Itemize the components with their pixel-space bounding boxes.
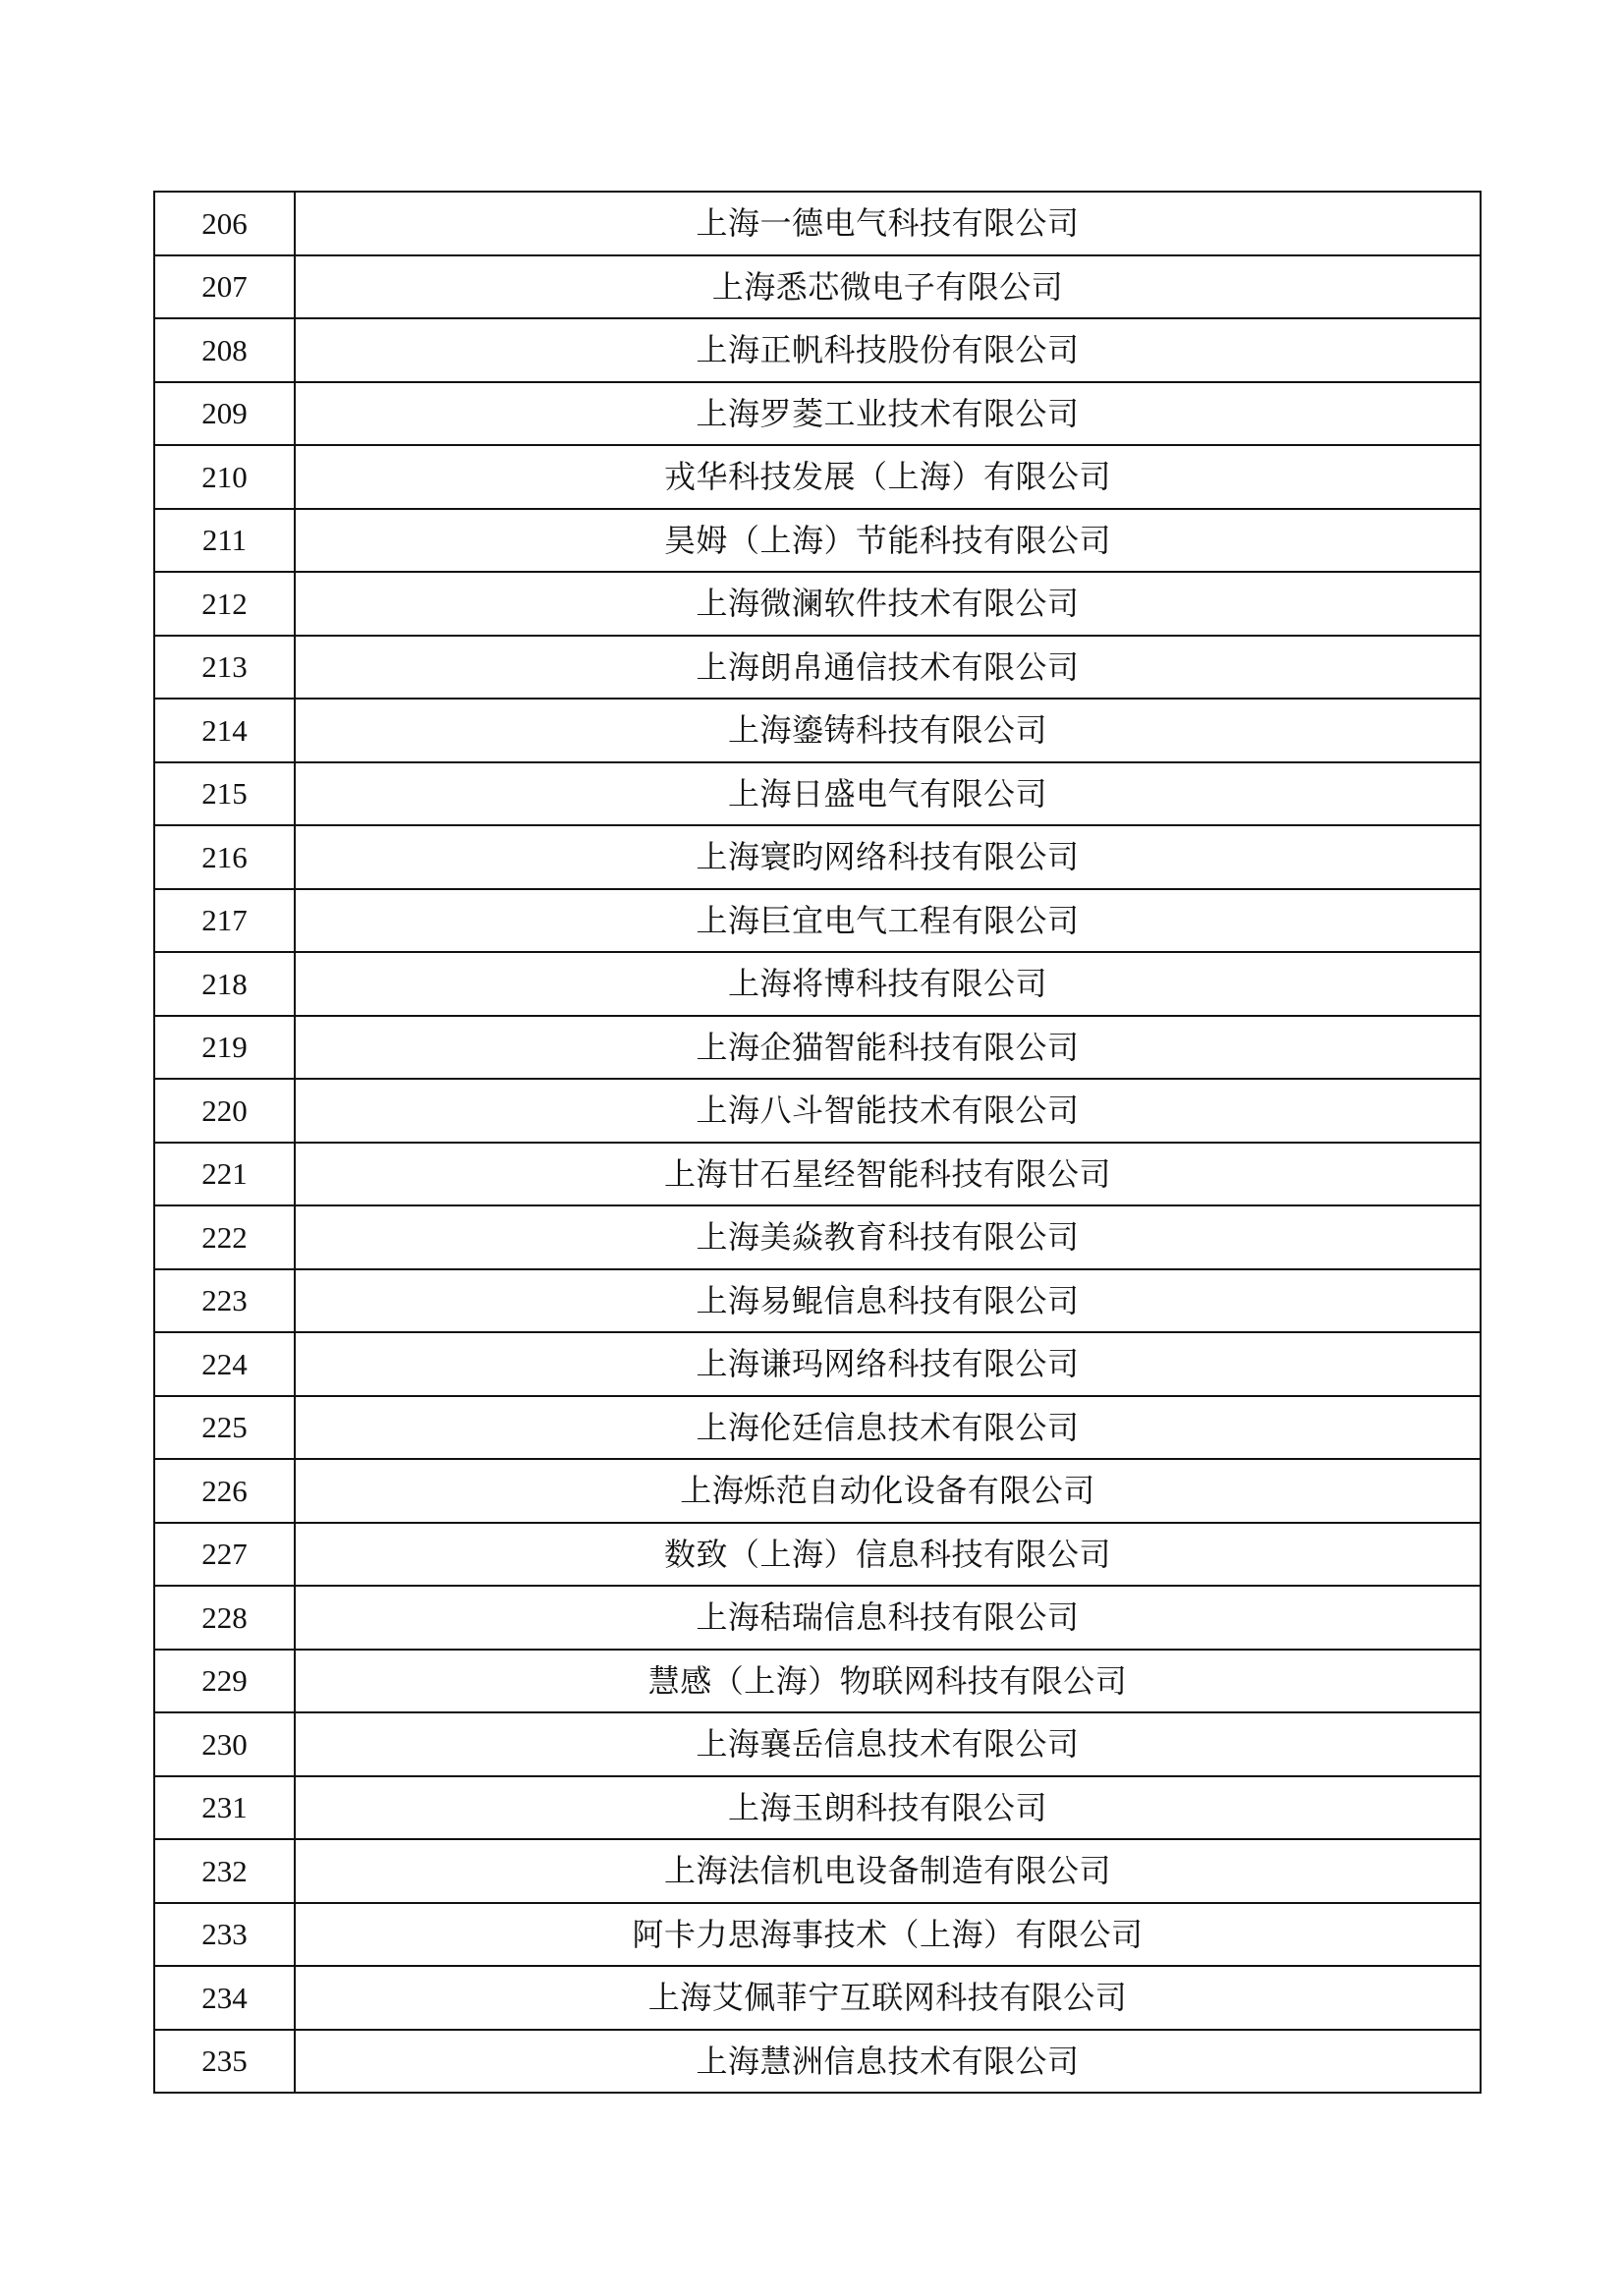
row-number: 209 bbox=[154, 382, 295, 446]
table-row bbox=[154, 636, 1481, 700]
row-number: 219 bbox=[154, 1016, 295, 1080]
table-row bbox=[154, 382, 1481, 446]
company-name: 上海烁范自动化设备有限公司 bbox=[295, 1459, 1481, 1523]
company-name: 上海将博科技有限公司 bbox=[295, 952, 1481, 1016]
table-row bbox=[154, 1269, 1481, 1333]
row-number: 212 bbox=[154, 572, 295, 636]
row-number: 223 bbox=[154, 1269, 295, 1333]
row-number: 217 bbox=[154, 889, 295, 953]
table-row bbox=[154, 1016, 1481, 1080]
table-row bbox=[154, 445, 1481, 509]
row-number: 207 bbox=[154, 255, 295, 319]
table-row bbox=[154, 825, 1481, 889]
row-number: 206 bbox=[154, 192, 295, 255]
row-number: 220 bbox=[154, 1079, 295, 1143]
row-number: 214 bbox=[154, 699, 295, 762]
company-name: 上海鎏铸科技有限公司 bbox=[295, 699, 1481, 762]
company-name: 上海悉芯微电子有限公司 bbox=[295, 255, 1481, 319]
table-row bbox=[154, 255, 1481, 319]
table-row bbox=[154, 1523, 1481, 1587]
company-name: 上海甘石星经智能科技有限公司 bbox=[295, 1143, 1481, 1206]
row-number: 230 bbox=[154, 1712, 295, 1776]
company-name: 数致（上海）信息科技有限公司 bbox=[295, 1523, 1481, 1587]
row-number: 227 bbox=[154, 1523, 295, 1587]
row-number: 215 bbox=[154, 762, 295, 826]
row-number: 225 bbox=[154, 1396, 295, 1460]
company-name: 上海罗菱工业技术有限公司 bbox=[295, 382, 1481, 446]
table-row bbox=[154, 1079, 1481, 1143]
company-name: 上海微澜软件技术有限公司 bbox=[295, 572, 1481, 636]
table-row bbox=[154, 1650, 1481, 1713]
company-name: 上海八斗智能技术有限公司 bbox=[295, 1079, 1481, 1143]
table-row bbox=[154, 2030, 1481, 2094]
company-name: 上海谦玛网络科技有限公司 bbox=[295, 1332, 1481, 1396]
company-list-body bbox=[154, 192, 1481, 2093]
table-row bbox=[154, 889, 1481, 953]
table-row bbox=[154, 699, 1481, 762]
company-name: 上海正帆科技股份有限公司 bbox=[295, 318, 1481, 382]
row-number: 232 bbox=[154, 1839, 295, 1903]
company-name: 上海寰昀网络科技有限公司 bbox=[295, 825, 1481, 889]
row-number: 222 bbox=[154, 1205, 295, 1269]
company-name: 上海艾佩菲宁互联网科技有限公司 bbox=[295, 1966, 1481, 2030]
row-number: 208 bbox=[154, 318, 295, 382]
row-number: 229 bbox=[154, 1650, 295, 1713]
company-name: 上海日盛电气有限公司 bbox=[295, 762, 1481, 826]
company-name: 上海美焱教育科技有限公司 bbox=[295, 1205, 1481, 1269]
table-row bbox=[154, 1776, 1481, 1840]
table-row bbox=[154, 1332, 1481, 1396]
table-row bbox=[154, 1839, 1481, 1903]
company-name: 上海易鲲信息科技有限公司 bbox=[295, 1269, 1481, 1333]
row-number: 228 bbox=[154, 1586, 295, 1650]
row-number: 210 bbox=[154, 445, 295, 509]
company-name: 上海秸瑞信息科技有限公司 bbox=[295, 1586, 1481, 1650]
row-number: 216 bbox=[154, 825, 295, 889]
company-name: 慧感（上海）物联网科技有限公司 bbox=[295, 1650, 1481, 1713]
company-name: 阿卡力思海事技术（上海）有限公司 bbox=[295, 1903, 1481, 1967]
company-name: 昊姆（上海）节能科技有限公司 bbox=[295, 509, 1481, 573]
company-name: 上海一德电气科技有限公司 bbox=[295, 192, 1481, 255]
table-row bbox=[154, 1903, 1481, 1967]
table-row bbox=[154, 762, 1481, 826]
company-name: 上海法信机电设备制造有限公司 bbox=[295, 1839, 1481, 1903]
row-number: 226 bbox=[154, 1459, 295, 1523]
table-row bbox=[154, 1586, 1481, 1650]
table-row bbox=[154, 1143, 1481, 1206]
table-row bbox=[154, 192, 1481, 255]
table-row bbox=[154, 1966, 1481, 2030]
table-row bbox=[154, 509, 1481, 573]
table-row bbox=[154, 1396, 1481, 1460]
company-name: 上海玉朗科技有限公司 bbox=[295, 1776, 1481, 1840]
company-name: 上海巨宜电气工程有限公司 bbox=[295, 889, 1481, 953]
row-number: 224 bbox=[154, 1332, 295, 1396]
company-name: 上海襄岳信息技术有限公司 bbox=[295, 1712, 1481, 1776]
company-name: 上海伦廷信息技术有限公司 bbox=[295, 1396, 1481, 1460]
row-number: 213 bbox=[154, 636, 295, 700]
company-name: 上海朗帛通信技术有限公司 bbox=[295, 636, 1481, 700]
company-name: 戎华科技发展（上海）有限公司 bbox=[295, 445, 1481, 509]
row-number: 234 bbox=[154, 1966, 295, 2030]
table-row bbox=[154, 1712, 1481, 1776]
table-row bbox=[154, 318, 1481, 382]
company-name: 上海企猫智能科技有限公司 bbox=[295, 1016, 1481, 1080]
row-number: 235 bbox=[154, 2030, 295, 2094]
row-number: 211 bbox=[154, 509, 295, 573]
table-row bbox=[154, 572, 1481, 636]
table-row bbox=[154, 1459, 1481, 1523]
table-row bbox=[154, 1205, 1481, 1269]
row-number: 218 bbox=[154, 952, 295, 1016]
company-list-table bbox=[153, 191, 1482, 2094]
row-number: 221 bbox=[154, 1143, 295, 1206]
company-name: 上海慧洲信息技术有限公司 bbox=[295, 2030, 1481, 2094]
row-number: 231 bbox=[154, 1776, 295, 1840]
row-number: 233 bbox=[154, 1903, 295, 1967]
table-row bbox=[154, 952, 1481, 1016]
